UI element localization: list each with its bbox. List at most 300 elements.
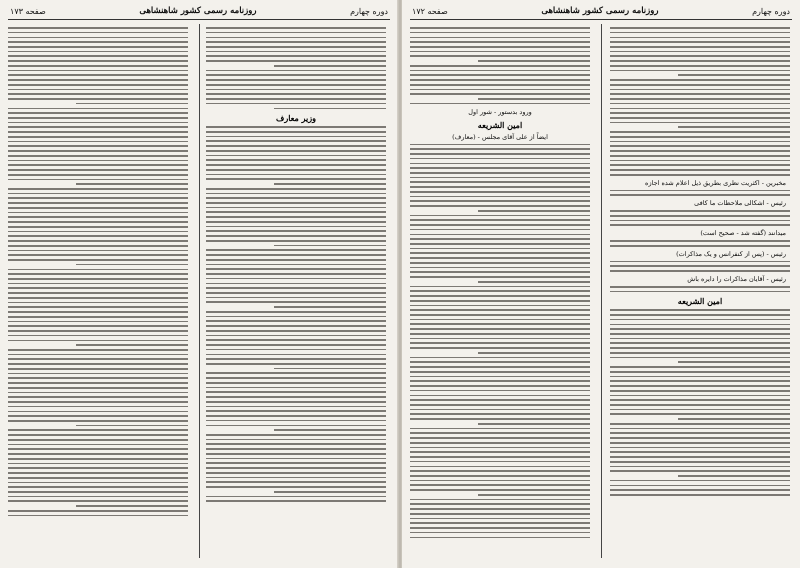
text-line	[610, 37, 790, 39]
text-line	[8, 434, 188, 436]
text-line	[410, 55, 590, 57]
text-line	[410, 224, 590, 226]
text-line	[206, 103, 386, 105]
text-line	[206, 481, 386, 483]
text-line	[206, 500, 386, 502]
text-line	[610, 456, 790, 458]
text-line	[8, 463, 188, 465]
left-page-number: صفحه ۱۷۳	[10, 6, 46, 16]
left-page-left-column	[8, 24, 188, 560]
text-line	[8, 335, 188, 337]
text-line	[8, 226, 188, 228]
text-line	[206, 434, 386, 436]
text-line	[206, 292, 386, 294]
text-line	[610, 103, 790, 105]
text-line	[410, 338, 590, 340]
entry-line: میدانند (گفته شد - صحیح است)	[700, 229, 786, 238]
entry-line: رئیس - آقایان مذاکرات را دایره باش	[687, 274, 786, 283]
text-line	[610, 70, 790, 72]
text-line	[8, 60, 188, 62]
text-line	[206, 278, 386, 280]
text-line	[410, 328, 590, 330]
text-line	[410, 167, 590, 169]
text-line	[410, 522, 590, 524]
text-line	[8, 411, 188, 413]
text-line	[206, 32, 386, 34]
text-line	[610, 428, 790, 430]
text-line	[206, 174, 386, 176]
text-line	[410, 215, 590, 217]
text-line	[610, 60, 790, 62]
text-line	[478, 60, 590, 62]
text-line	[76, 183, 188, 185]
text-line	[410, 148, 590, 150]
text-line	[610, 215, 790, 217]
right-page-left-column	[410, 24, 590, 560]
text-line	[8, 112, 188, 114]
text-line	[410, 380, 590, 382]
text-line	[610, 442, 790, 444]
text-line	[8, 283, 188, 285]
text-line	[206, 235, 386, 237]
text-line	[8, 188, 188, 190]
text-line	[8, 287, 188, 289]
text-line	[206, 254, 386, 256]
text-line	[410, 432, 590, 434]
text-line	[410, 475, 590, 477]
text-line	[8, 250, 188, 252]
text-line	[610, 333, 790, 335]
text-line	[410, 342, 590, 344]
text-line	[8, 212, 188, 214]
right-page-left-byline: ایضاً از علی آقای مجلس - (معارف)	[452, 132, 548, 141]
text-line	[410, 413, 590, 415]
text-line	[610, 371, 790, 373]
text-line	[206, 283, 386, 285]
text-line	[8, 117, 188, 119]
text-line	[8, 70, 188, 72]
text-line	[8, 491, 188, 493]
entry-line: رئیس - اشکالی ملاحظات ما کافی	[694, 199, 786, 208]
text-line	[274, 368, 386, 370]
text-line	[610, 319, 790, 321]
text-line	[206, 415, 386, 417]
text-line	[8, 207, 188, 209]
text-line	[410, 158, 590, 160]
text-line	[610, 261, 790, 263]
text-line	[610, 220, 790, 222]
text-line	[8, 415, 188, 417]
text-line	[8, 245, 188, 247]
text-line	[410, 451, 590, 453]
text-line	[206, 339, 386, 341]
text-line	[410, 257, 590, 259]
text-line	[8, 108, 188, 110]
text-line	[610, 194, 790, 196]
text-line	[610, 160, 790, 162]
text-line	[8, 349, 188, 351]
text-line	[8, 448, 188, 450]
text-line	[8, 273, 188, 275]
text-line	[610, 324, 790, 326]
left-page-right-column	[206, 24, 386, 560]
text-line	[610, 404, 790, 406]
text-line	[206, 387, 386, 389]
text-line	[8, 321, 188, 323]
text-line	[206, 46, 386, 48]
text-line	[8, 330, 188, 332]
text-line	[410, 361, 590, 363]
text-line	[610, 224, 790, 226]
text-line	[478, 210, 590, 212]
text-line	[610, 265, 790, 267]
text-line	[610, 314, 790, 316]
text-line	[8, 98, 188, 100]
text-line	[274, 245, 386, 247]
text-line	[410, 518, 590, 520]
text-line	[206, 410, 386, 412]
text-line	[8, 515, 188, 517]
text-line	[8, 79, 188, 81]
text-line	[410, 177, 590, 179]
text-line	[410, 172, 590, 174]
text-line	[206, 207, 386, 209]
text-line	[206, 98, 386, 100]
text-line	[410, 37, 590, 39]
text-line	[610, 210, 790, 212]
text-line	[8, 32, 188, 34]
text-line	[8, 453, 188, 455]
text-line	[410, 319, 590, 321]
text-line	[410, 484, 590, 486]
text-line	[410, 513, 590, 515]
text-line	[8, 325, 188, 327]
text-line	[610, 51, 790, 53]
text-line	[206, 363, 386, 365]
text-line	[410, 262, 590, 264]
text-line	[8, 311, 188, 313]
text-line	[610, 437, 790, 439]
text-line	[206, 382, 386, 384]
text-line	[8, 155, 188, 157]
text-line	[8, 254, 188, 256]
text-line	[206, 188, 386, 190]
text-line	[410, 418, 590, 420]
text-line	[8, 368, 188, 370]
text-line	[410, 89, 590, 91]
text-line	[410, 508, 590, 510]
text-line	[206, 391, 386, 393]
text-line	[410, 234, 590, 236]
text-line	[410, 323, 590, 325]
text-line	[610, 145, 790, 147]
text-line	[410, 153, 590, 155]
text-line	[206, 349, 386, 351]
text-line	[410, 84, 590, 86]
text-line	[274, 429, 386, 431]
text-line	[410, 200, 590, 202]
text-line	[8, 382, 188, 384]
text-line	[610, 155, 790, 157]
text-line	[410, 428, 590, 430]
text-line	[8, 292, 188, 294]
text-line	[410, 404, 590, 406]
text-line	[610, 141, 790, 143]
text-line	[8, 486, 188, 488]
text-line	[610, 240, 790, 242]
text-line	[8, 458, 188, 460]
text-line	[610, 27, 790, 29]
text-line	[610, 390, 790, 392]
text-line	[610, 376, 790, 378]
text-line	[410, 46, 590, 48]
text-line	[206, 330, 386, 332]
text-line	[206, 443, 386, 445]
text-line	[610, 432, 790, 434]
text-line	[610, 366, 790, 368]
text-line	[206, 41, 386, 43]
text-line	[8, 74, 188, 76]
text-line	[206, 358, 386, 360]
text-line	[410, 314, 590, 316]
text-line	[206, 145, 386, 147]
left-page-title: روزنامه رسمی کشور شاهنشاهی	[139, 6, 257, 16]
right-page-right-heading: امین الشریعه	[677, 296, 723, 307]
text-line	[410, 503, 590, 505]
text-line	[410, 290, 590, 292]
right-page-header	[412, 4, 790, 18]
text-line	[610, 352, 790, 354]
text-line	[410, 65, 590, 67]
text-line	[410, 309, 590, 311]
text-line	[410, 248, 590, 250]
text-line	[206, 197, 386, 199]
text-line	[410, 295, 590, 297]
text-line	[8, 387, 188, 389]
text-line	[610, 470, 790, 472]
left-page-header	[10, 4, 388, 18]
text-line	[410, 399, 590, 401]
text-line	[8, 126, 188, 128]
text-line	[8, 46, 188, 48]
text-line	[8, 240, 188, 242]
text-line	[410, 70, 590, 72]
text-line	[410, 300, 590, 302]
text-line	[8, 406, 188, 408]
text-line	[410, 219, 590, 221]
text-line	[206, 84, 386, 86]
text-line	[410, 163, 590, 165]
text-line	[8, 377, 188, 379]
text-line	[8, 429, 188, 431]
text-line	[206, 344, 386, 346]
right-page-right-column	[610, 24, 790, 560]
text-line	[206, 406, 386, 408]
text-line	[8, 373, 188, 375]
text-line	[206, 249, 386, 251]
text-line	[410, 366, 590, 368]
text-line	[8, 496, 188, 498]
text-line	[610, 291, 790, 293]
text-line	[478, 281, 590, 283]
text-line	[206, 55, 386, 57]
text-line	[410, 527, 590, 529]
text-line	[610, 451, 790, 453]
right-page-header-rule	[410, 19, 792, 20]
text-line	[8, 169, 188, 171]
text-line	[410, 333, 590, 335]
text-line	[410, 357, 590, 359]
text-line	[8, 297, 188, 299]
text-line	[410, 371, 590, 373]
text-line	[410, 409, 590, 411]
text-line	[8, 93, 188, 95]
text-line	[206, 354, 386, 356]
text-line	[206, 301, 386, 303]
text-line	[410, 461, 590, 463]
text-line	[610, 174, 790, 176]
text-line	[206, 420, 386, 422]
text-line	[410, 489, 590, 491]
text-line	[410, 51, 590, 53]
text-line	[8, 269, 188, 271]
text-line	[410, 376, 590, 378]
right-page-title: روزنامه رسمی کشور شاهنشاهی	[541, 6, 659, 16]
text-line	[206, 401, 386, 403]
text-line	[8, 145, 188, 147]
text-line	[8, 467, 188, 469]
text-line	[610, 79, 790, 81]
text-line	[410, 390, 590, 392]
text-line	[206, 273, 386, 275]
text-line	[610, 338, 790, 340]
text-line	[678, 475, 790, 477]
text-line	[206, 131, 386, 133]
text-line	[610, 461, 790, 463]
text-line	[410, 456, 590, 458]
text-line	[206, 425, 386, 427]
text-line	[8, 221, 188, 223]
text-line	[610, 65, 790, 67]
text-line	[610, 89, 790, 91]
text-line	[206, 226, 386, 228]
text-line	[76, 264, 188, 266]
text-line	[206, 325, 386, 327]
text-line	[206, 93, 386, 95]
text-line	[8, 141, 188, 143]
text-line	[206, 221, 386, 223]
text-line	[410, 267, 590, 269]
text-line	[410, 252, 590, 254]
text-line	[610, 169, 790, 171]
text-line	[410, 437, 590, 439]
text-line	[410, 499, 590, 501]
text-line	[610, 380, 790, 382]
text-line	[206, 396, 386, 398]
text-line	[678, 126, 790, 128]
right-page-left-heading: امین الشریعه	[477, 119, 523, 130]
text-line	[8, 122, 188, 124]
text-line	[610, 485, 790, 487]
text-line	[8, 41, 188, 43]
text-line	[610, 150, 790, 152]
text-line	[410, 243, 590, 245]
text-line	[8, 84, 188, 86]
text-line	[206, 211, 386, 213]
text-line	[610, 399, 790, 401]
text-line	[274, 108, 386, 110]
text-line	[410, 196, 590, 198]
text-line	[610, 112, 790, 114]
text-line	[8, 439, 188, 441]
text-line	[410, 229, 590, 231]
text-line	[610, 413, 790, 415]
text-line	[8, 477, 188, 479]
text-line	[8, 27, 188, 29]
text-line	[206, 193, 386, 195]
left-page-header-rule	[8, 19, 390, 20]
text-line	[410, 447, 590, 449]
text-line	[206, 70, 386, 72]
text-line	[610, 117, 790, 119]
text-line	[410, 103, 590, 105]
text-line	[206, 297, 386, 299]
text-line	[610, 466, 790, 468]
left-page	[0, 0, 398, 568]
text-line	[8, 482, 188, 484]
text-line	[8, 179, 188, 181]
text-line	[8, 420, 188, 422]
text-line	[610, 55, 790, 57]
text-line	[8, 396, 188, 398]
text-line	[410, 238, 590, 240]
text-line	[610, 494, 790, 496]
text-line	[478, 98, 590, 100]
text-line	[610, 122, 790, 124]
text-line	[8, 202, 188, 204]
text-line	[206, 159, 386, 161]
text-line	[8, 231, 188, 233]
entry-line: رئیس - (پس از کنفرانس و یک مذاکرات)	[676, 249, 786, 258]
text-line	[8, 51, 188, 53]
text-line	[8, 316, 188, 318]
text-line	[478, 494, 590, 496]
text-line	[610, 32, 790, 34]
text-line	[610, 164, 790, 166]
text-line	[8, 392, 188, 394]
text-line	[410, 385, 590, 387]
text-line	[206, 472, 386, 474]
text-line	[8, 197, 188, 199]
text-line	[478, 423, 590, 425]
text-line	[610, 409, 790, 411]
text-line	[610, 98, 790, 100]
text-line	[478, 352, 590, 354]
text-line	[206, 140, 386, 142]
text-line	[206, 467, 386, 469]
text-line	[610, 385, 790, 387]
text-line	[8, 363, 188, 365]
text-line	[410, 27, 590, 29]
text-line	[410, 144, 590, 146]
text-line	[610, 286, 790, 288]
text-line	[206, 458, 386, 460]
text-line	[610, 357, 790, 359]
text-line	[410, 79, 590, 81]
text-line	[410, 305, 590, 307]
text-line	[8, 216, 188, 218]
text-line	[206, 60, 386, 62]
